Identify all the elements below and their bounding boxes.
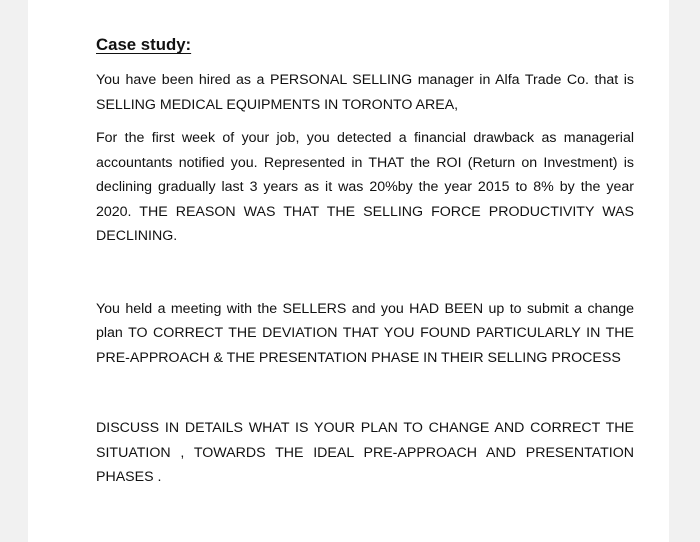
- paragraph-discussion-question: DISCUSS IN DETAILS WHAT IS YOUR PLAN TO CHANGE AND CORRECT THE SITUATION , TOWARDS THE IDEAL PRE-APPROACH AND PRESENTATION PHASES .: [96, 420, 634, 485]
- paragraph-meeting: You held a meeting with the SELLERS and you HAD BEEN up to submit a change plan TO CORRECT THE DEVIATION THAT YOU FOUND PARTICULARLY IN THE PRE-APPROACH & THE PRESENTATION PHASE IN THEIR SELLING PROCESS: [96, 300, 634, 366]
- case-study-title: Case study:: [96, 35, 192, 54]
- document-body: [96, 30, 634, 490]
- paragraph-intro: You have been hired as a PERSONAL SELLING manager in Alfa Trade Co. that is SELLING MEDICAL EQUIPMENTS IN TORONTO AREA,: [96, 72, 634, 113]
- document-page: [28, 0, 669, 542]
- paragraph-financial-drawback: For the first week of your job, you detected a financial drawback as managerial accountants notified you. Represented in THAT the ROI (Return on Investment) is declining gradually last 3 years as it was 20%by the year 2015 to 8% by the year 2020. THE REASON WAS THAT THE SELLING FORCE PRODUCTIVITY WAS DECLINING.: [96, 130, 634, 244]
